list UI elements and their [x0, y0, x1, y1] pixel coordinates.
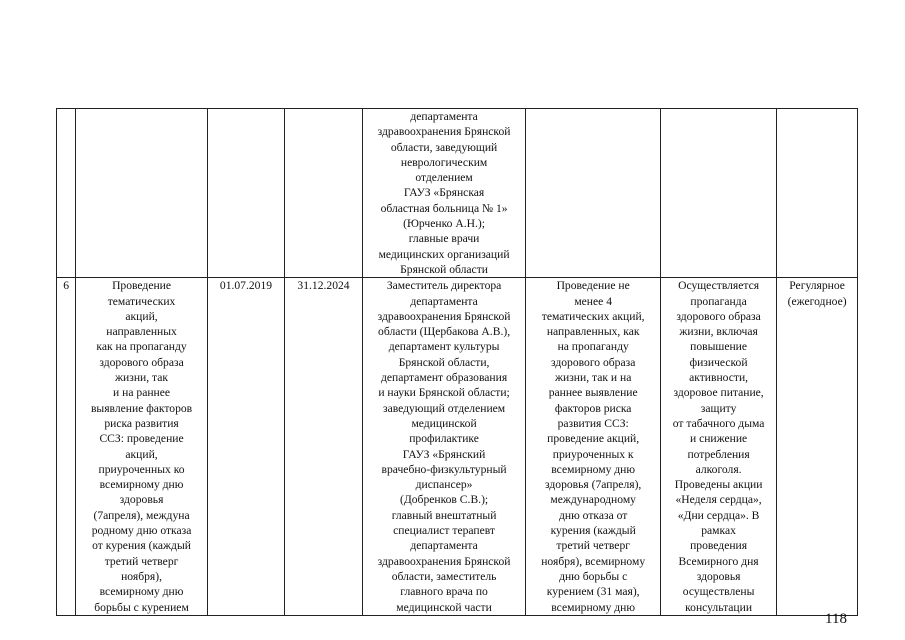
text-line: Регулярное [789, 279, 845, 293]
text-line: (ежегодное) [787, 294, 847, 308]
cell-name-empty [76, 109, 207, 278]
text-line: консультации [685, 600, 753, 614]
text-line: риска развития [104, 416, 179, 430]
cell-result [660, 278, 776, 616]
text-line: как на пропаганду [96, 340, 187, 354]
text-line: департамента [410, 110, 478, 123]
text-line: Брянской области [400, 262, 488, 276]
text-line: главные врачи [408, 232, 480, 246]
text-line: направленных [106, 325, 177, 339]
text-line: проведение акций, [547, 432, 640, 446]
text-line: от табачного дыма [672, 416, 765, 430]
text-line: акций, [125, 309, 158, 323]
page-number: 118 [825, 611, 847, 627]
text-line: выявление факторов [90, 401, 193, 415]
text-line: здоровья [119, 493, 164, 507]
text-line: всемирному дню [99, 585, 184, 599]
cell-indicator-empty [526, 109, 661, 278]
text-line: Брянской области, [398, 355, 490, 369]
text-line: областная больница № 1» [380, 201, 508, 215]
text-line: приуроченных ко [98, 462, 185, 476]
text-line: ГАУЗ «Брянская [403, 186, 485, 200]
text-line: здоровья [696, 569, 741, 583]
text-line: повышение [690, 340, 748, 354]
activities-table [56, 108, 858, 616]
text-line: на пропаганду [557, 340, 629, 354]
text-line: профилактике [409, 432, 479, 446]
text-line: области, заведующий [390, 140, 498, 154]
text-line: факторов риска [554, 401, 632, 415]
text-line: здорового образа [550, 355, 636, 369]
cell-responsible [362, 109, 526, 278]
text-line: третий четверг [556, 539, 631, 553]
text-line: Заместитель директора [386, 279, 502, 293]
table-row-continuation [57, 109, 858, 278]
text-line: физической [689, 355, 748, 369]
text-line: акций, [125, 447, 158, 461]
text-line: и науки Брянской области; [378, 386, 510, 400]
cell-indicator [526, 278, 661, 616]
text-line: неврологическим [400, 155, 488, 169]
cell-responsible [362, 278, 526, 616]
table-row-6 [57, 278, 858, 616]
text-line: раннее выявление [548, 386, 638, 400]
text-line: курения (каждый [550, 524, 636, 538]
text-line: всемирному дню [551, 600, 636, 614]
text-line: потребления [687, 447, 750, 461]
text-line: медицинской [411, 416, 477, 430]
text-line: ноября), всемирному [541, 554, 646, 568]
text-line: главный внештатный [391, 508, 497, 522]
text-line: области, заместитель [391, 569, 497, 583]
text-line: всемирному дню [99, 478, 184, 492]
text-line: медицинской части [396, 600, 492, 614]
cell-periodicity-empty [777, 109, 858, 278]
text-line: ГАУЗ «Брянский [402, 447, 486, 461]
text-line: диспансер» [415, 478, 473, 492]
text-line: третий четверг [104, 554, 179, 568]
text-line: Осуществляется [678, 279, 760, 293]
text-line: Проведение не [556, 279, 630, 293]
text-line: всемирному дню [551, 462, 636, 476]
text-line: Всемирного дня [678, 554, 759, 568]
text-line: здравоохранения Брянской [377, 125, 511, 139]
text-line: рамках [701, 524, 736, 538]
text-line: здоровое питание, [673, 386, 764, 400]
text-line: «Дни сердца». В [677, 508, 760, 522]
text-line: здравоохранения Брянской [377, 309, 511, 323]
text-line: пропаганда [690, 294, 747, 308]
text-line: здорового образа [676, 309, 761, 323]
text-line: тематических акций, [541, 309, 645, 323]
cell-name [76, 278, 207, 616]
text-line: активности, [689, 371, 749, 385]
text-line: международному [550, 493, 636, 507]
text-line: главного врача по [400, 585, 488, 599]
text-line: здравоохранения Брянской [377, 554, 511, 568]
cell-end-date: 31.12.2024 [285, 278, 363, 616]
text-line: Проведены акции [674, 478, 763, 492]
text-line: ноября), [121, 569, 162, 583]
text-line: алкоголя. [695, 462, 742, 476]
text-line: жизни, включая [679, 325, 758, 339]
text-line: (Юрченко А.Н.); [403, 217, 485, 231]
cell-periodicity [777, 278, 858, 616]
text-line: тематических [107, 294, 176, 308]
text-line: Проведение [112, 279, 172, 293]
cell-start-date: 01.07.2019 [207, 278, 285, 616]
text-line: от курения (каждый [92, 539, 191, 553]
text-line: ССЗ: проведение [99, 432, 184, 446]
cell-start-empty [207, 109, 285, 278]
text-line: врачебно-физкультурный [381, 462, 507, 476]
text-line: курением (31 мая), [546, 585, 640, 599]
text-line: департамента [410, 294, 478, 308]
text-line: проведения [690, 539, 748, 553]
cell-number: 6 [57, 278, 76, 616]
text-line: направленных, как [546, 325, 640, 339]
text-line: защиту [700, 401, 737, 415]
cell-result-empty [660, 109, 776, 278]
text-line: отделением [415, 171, 473, 185]
text-line: дню борьбы с [559, 569, 628, 583]
text-line: и снижение [689, 432, 748, 446]
text-line: жизни, так [115, 371, 169, 385]
text-line: менее 4 [574, 294, 613, 308]
cell-end-empty [285, 109, 363, 278]
text-line: области (Щербакова А.В.), [378, 325, 511, 339]
text-line: медицинских организаций [378, 247, 510, 261]
text-line: осуществлены [682, 585, 755, 599]
text-line: департамента [410, 539, 478, 553]
text-line: специалист терапевт [393, 524, 495, 538]
text-line: департамент культуры [388, 340, 500, 354]
text-line: (Добренков С.В.); [399, 493, 489, 507]
text-line: развития ССЗ: [557, 416, 629, 430]
text-line: (7апреля), междуна [93, 508, 190, 522]
text-line: «Неделя сердца», [675, 493, 762, 507]
text-line: здорового образа [99, 355, 184, 369]
cell-number-empty [57, 109, 76, 278]
text-line: жизни, так и на [555, 371, 632, 385]
text-line: приуроченных к [552, 447, 634, 461]
text-line: дню отказа от [559, 508, 628, 522]
text-line: и на раннее [113, 386, 171, 400]
text-line: борьбы с курением [94, 600, 189, 614]
text-line: здоровья (7апреля), [545, 478, 642, 492]
text-line: департамент образования [380, 371, 508, 385]
text-line: родному дню отказа [91, 524, 192, 538]
text-line: заведующий отделением [382, 401, 506, 415]
